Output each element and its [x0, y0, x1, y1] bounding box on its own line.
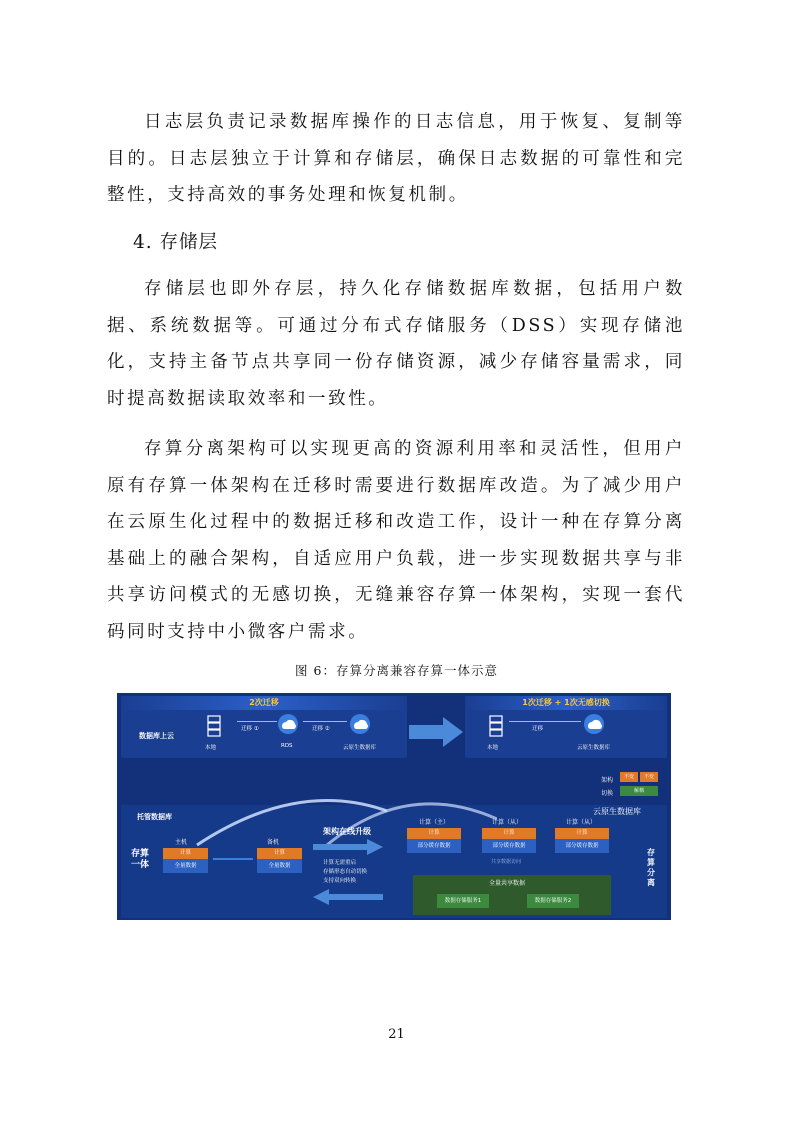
legend-b: 不变	[640, 772, 658, 782]
cloud-db-icon-right	[583, 713, 605, 739]
store-node-2: 数据存储服务2	[527, 894, 579, 908]
standby-compute: 计算	[257, 848, 302, 859]
local-label-right: 本地	[487, 745, 499, 751]
architecture-figure	[117, 693, 671, 920]
compute-slave2-box: 计算	[555, 828, 609, 839]
cloud-db-icon	[349, 713, 371, 739]
row-label: 数据库上云	[139, 732, 174, 740]
legend-switch: 切换	[601, 790, 614, 797]
legend-a: 不变	[620, 772, 638, 782]
full-shared-label: 全量共享数据	[489, 880, 526, 887]
cloud-icon	[277, 713, 299, 739]
compute-slave2-label: 计算（从）	[566, 819, 597, 826]
figure-caption: 图 6：存算分离兼容存算一体示意	[295, 663, 498, 678]
cache-master-box: 部分缓存数据	[407, 839, 461, 853]
compute-slave1-box: 计算	[482, 828, 536, 839]
server-icon-right	[489, 715, 503, 741]
migrate-1-label: 迁移 ①	[241, 726, 259, 732]
paragraph-log-layer: 日志层负责记录数据库操作的日志信息，用于恢复、复制等目的。日志层独立于计算和存储层，确保日志数据的可靠性和完整性，支持高效的事务处理和恢复机制。	[107, 112, 685, 205]
rds-label: RDS	[281, 743, 293, 749]
cloud-native-label: 云原生数据库	[343, 745, 377, 751]
cache-slave2-box: 部分缓存数据	[555, 839, 609, 853]
bullet-1: 计算无需重启	[323, 860, 357, 866]
standby-label: 备机	[267, 839, 280, 846]
section-heading-storage: 4. 存储层	[133, 232, 219, 253]
legend-arch: 架构	[601, 777, 614, 784]
shared-access-label: 共享数据访问	[491, 859, 522, 865]
store-node-1: 数据存储服务1	[437, 894, 489, 908]
separated-label: 存 算 分 离	[647, 848, 655, 887]
page-number: 21	[388, 1027, 405, 1042]
left-arrow-icon	[313, 889, 383, 909]
top-right-title: 1次迁移 + 1次无感切换	[465, 696, 667, 710]
integrated-label: 存算 一体	[131, 849, 150, 870]
server-icon	[207, 715, 221, 741]
migrate-label-right: 迁移	[532, 726, 544, 732]
cloud-native-label-right: 云原生数据库	[577, 745, 611, 751]
compute-master-box: 计算	[407, 828, 461, 839]
cloud-db-title: 云原生数据库	[593, 807, 641, 816]
master-compute: 计算	[163, 848, 208, 859]
migrate-2-label: 迁移 ②	[312, 726, 330, 732]
paragraph-storage-layer: 存储层也即外存层，持久化存储数据库数据，包括用户数据、系统数据等。可通过分布式存储服务（DSS）实现存储池化，支持主备节点共享同一份存储资源，减少存储容量需求，同时提高数据读取效率和一致性。	[107, 279, 685, 409]
arrow-line	[237, 721, 277, 722]
big-arrow-icon	[409, 717, 463, 751]
compute-slave1-label: 计算（从）	[492, 819, 523, 826]
local-label: 本地	[205, 745, 217, 751]
cache-slave1-box: 部分缓存数据	[482, 839, 536, 853]
standby-data: 全量数据	[257, 859, 302, 873]
bullet-list	[323, 859, 367, 886]
sync-arrow	[213, 858, 253, 860]
master-label: 主机	[175, 839, 188, 846]
arrow-line-2	[303, 721, 347, 722]
master-data: 全量数据	[163, 859, 208, 873]
arrow-line-3	[509, 721, 581, 722]
right-arrow-icon	[313, 839, 383, 859]
bullet-3: 支持双向转换	[323, 878, 357, 884]
top-left-title: 2次迁移	[121, 696, 407, 710]
hosted-db-label: 托管数据库	[137, 813, 172, 821]
online-upgrade-label: 架构在线升级	[323, 827, 371, 836]
compute-master-label: 计算（主）	[419, 819, 450, 826]
paragraph-architecture: 存算分离架构可以实现更高的资源利用率和灵活性，但用户原有存算一体架构在迁移时需要进行数据库改造。为了减少用户在云原生化过程中的数据迁移和改造工作，设计一种在存算分离基础上的融合架构，自适应用户负载，进一步实现数据共享与非共享访问模式的无感切换，无缝兼容存算一体架构，实现一套代码同时支持中小微客户需求。	[107, 439, 685, 642]
bullet-2: 存储形态自动切换	[323, 869, 368, 875]
legend-c: 解耦	[620, 786, 658, 796]
